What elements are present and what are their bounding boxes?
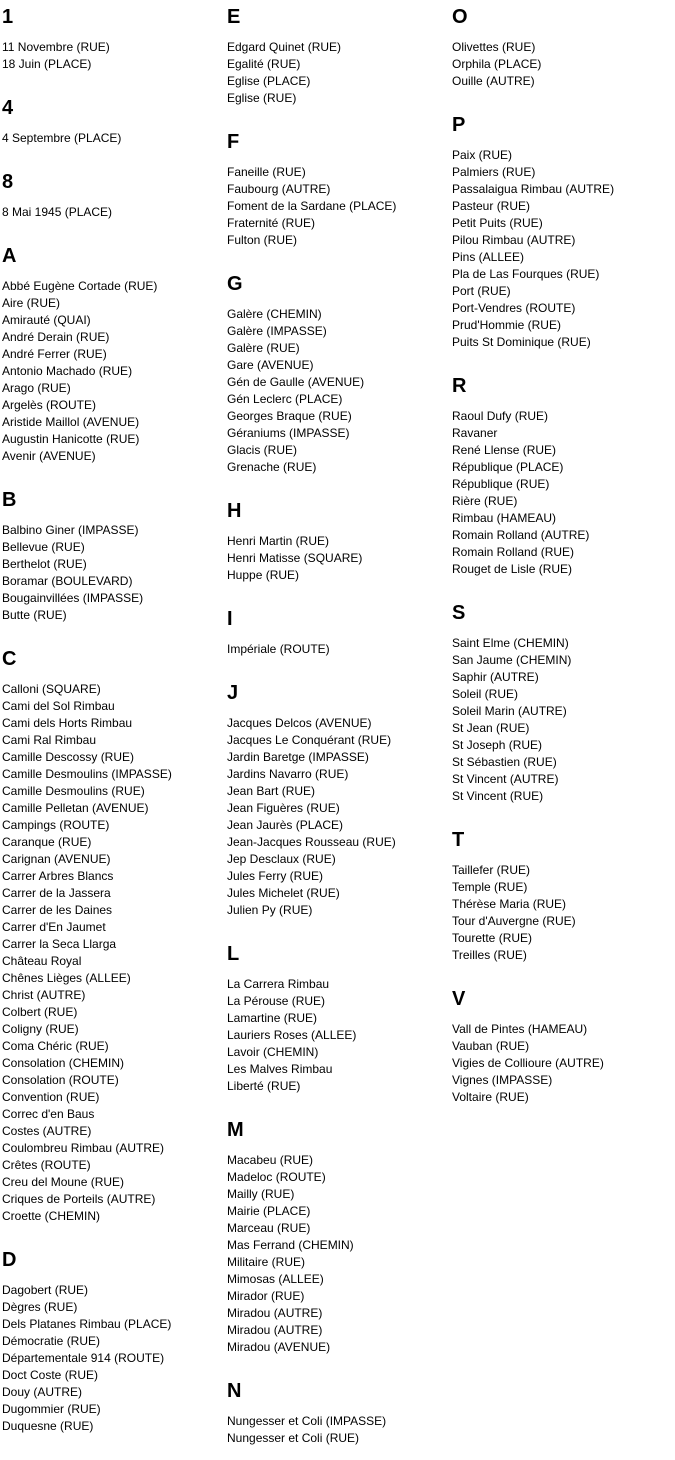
- street-entry: Carrer de la Jassera: [2, 886, 111, 900]
- letter-heading: I: [227, 608, 233, 630]
- street-entry: Paix (RUE): [452, 148, 513, 162]
- street-entry: Augustin Hanicotte (RUE): [2, 432, 140, 446]
- street-entry: Vigies de Collioure (AUTRE): [452, 1056, 604, 1070]
- letter-heading: M: [227, 1119, 244, 1141]
- street-entry: Boramar (BOULEVARD): [2, 574, 133, 588]
- street-entry: Miradou (AUTRE): [227, 1306, 323, 1320]
- street-entry: Caranque (RUE): [2, 835, 92, 849]
- street-entry: Treilles (RUE): [452, 948, 527, 962]
- street-entry: Lamartine (RUE): [227, 1011, 318, 1025]
- street-entry: Convention (RUE): [2, 1090, 100, 1104]
- street-entry: Butte (RUE): [2, 608, 67, 622]
- street-entry: Gén de Gaulle (AVENUE): [227, 375, 365, 389]
- street-entry: Géraniums (IMPASSE): [227, 426, 350, 440]
- street-entry: Nungesser et Coli (IMPASSE): [227, 1414, 387, 1428]
- street-entry: Abbé Eugène Cortade (RUE): [2, 279, 158, 293]
- street-list: [452, 39, 675, 90]
- street-entry: Camille Desmoulins (IMPASSE): [2, 767, 172, 781]
- street-entry: Ouille (AUTRE): [452, 74, 535, 88]
- street-list: [227, 641, 452, 658]
- street-entry: Mailly (RUE): [227, 1187, 295, 1201]
- letter-heading: 4: [2, 97, 14, 119]
- street-entry: Petit Puits (RUE): [452, 216, 543, 230]
- street-list: [227, 976, 452, 1095]
- street-entry: Nungesser et Coli (RUE): [227, 1431, 360, 1445]
- street-entry: Eglise (RUE): [227, 91, 297, 105]
- letter-heading: E: [227, 6, 241, 28]
- street-entry: Jules Michelet (RUE): [227, 886, 340, 900]
- street-entry: Criques de Porteils (AUTRE): [2, 1192, 156, 1206]
- street-entry: Miradou (AUTRE): [227, 1323, 323, 1337]
- street-entry: Coulombreu Rimbau (AUTRE): [2, 1141, 165, 1155]
- street-entry: La Pérouse (RUE): [227, 994, 326, 1008]
- street-entry: Jean Figuères (RUE): [227, 801, 340, 815]
- letter-heading: A: [2, 245, 17, 267]
- street-entry: Consolation (ROUTE): [2, 1073, 119, 1087]
- street-list: [452, 408, 675, 578]
- street-entry: Soleil (RUE): [452, 687, 519, 701]
- street-entry: Temple (RUE): [452, 880, 528, 894]
- street-entry: Balbino Giner (IMPASSE): [2, 523, 139, 537]
- letter-heading: B: [2, 489, 17, 511]
- street-entry: Impériale (ROUTE): [227, 642, 330, 656]
- street-entry: 11 Novembre (RUE): [2, 40, 110, 54]
- street-entry: Mirador (RUE): [227, 1289, 305, 1303]
- street-entry: Jep Desclaux (RUE): [227, 852, 336, 866]
- street-list: [2, 278, 227, 465]
- letter-section-E: [227, 5, 452, 107]
- street-entry: Faneille (RUE): [227, 165, 306, 179]
- street-entry: Dels Platanes Rimbau (PLACE): [2, 1317, 172, 1331]
- street-entry: Romain Rolland (AUTRE): [452, 528, 590, 542]
- street-entry: Prud'Hommie (RUE): [452, 318, 561, 332]
- letter-section-4: [2, 96, 227, 147]
- street-list: [2, 1282, 227, 1435]
- letter-heading: S: [452, 602, 466, 624]
- street-entry: 4 Septembre (PLACE): [2, 131, 122, 145]
- street-entry: Cami del Sol Rimbau: [2, 699, 115, 713]
- street-entry: Lauriers Roses (ALLEE): [227, 1028, 357, 1042]
- letter-section-D: [2, 1248, 227, 1435]
- street-entry: Château Royal: [2, 954, 82, 968]
- street-entry: Dagobert (RUE): [2, 1283, 89, 1297]
- street-entry: Foment de la Sardane (PLACE): [227, 199, 397, 213]
- street-entry: Passalaigua Rimbau (AUTRE): [452, 182, 615, 196]
- street-entry: Saint Elme (CHEMIN): [452, 636, 569, 650]
- street-entry: Henri Martin (RUE): [227, 534, 330, 548]
- letter-heading: G: [227, 273, 243, 295]
- letter-section-M: [227, 1118, 452, 1356]
- street-entry: St Jean (RUE): [452, 721, 530, 735]
- street-list: [2, 39, 227, 73]
- street-entry: Fraternité (RUE): [227, 216, 316, 230]
- street-entry: Militaire (RUE): [227, 1255, 305, 1269]
- street-list: [227, 39, 452, 107]
- letter-section-A: [2, 244, 227, 465]
- street-entry: St Vincent (AUTRE): [452, 772, 559, 786]
- letter-heading: H: [227, 500, 242, 522]
- letter-section-T: [452, 828, 675, 964]
- street-entry: Pasteur (RUE): [452, 199, 531, 213]
- letter-heading: N: [227, 1380, 242, 1402]
- letter-heading: T: [452, 829, 465, 851]
- street-list: [227, 533, 452, 584]
- street-entry: Faubourg (AUTRE): [227, 182, 331, 196]
- street-entry: Cami Ral Rimbau: [2, 733, 97, 747]
- street-entry: Antonio Machado (RUE): [2, 364, 133, 378]
- street-entry: Soleil Marin (AUTRE): [452, 704, 567, 718]
- street-entry: Jean Jaurès (PLACE): [227, 818, 344, 832]
- street-entry: Tour d'Auvergne (RUE): [452, 914, 576, 928]
- street-entry: Miradou (AVENUE): [227, 1340, 331, 1354]
- street-entry: Doct Coste (RUE): [2, 1368, 99, 1382]
- street-entry: Duquesne (RUE): [2, 1419, 94, 1433]
- letter-heading: 8: [2, 171, 14, 193]
- street-entry: Taillefer (RUE): [452, 863, 531, 877]
- street-entry: 8 Mai 1945 (PLACE): [2, 205, 113, 219]
- street-entry: Rouget de Lisle (RUE): [452, 562, 573, 576]
- street-entry: Croette (CHEMIN): [2, 1209, 101, 1223]
- street-entry: Jardin Baretge (IMPASSE): [227, 750, 369, 764]
- street-entry: République (RUE): [452, 477, 550, 491]
- street-entry: Voltaire (RUE): [452, 1090, 529, 1104]
- street-entry: Pins (ALLEE): [452, 250, 525, 264]
- street-entry: Correc d'en Baus: [2, 1107, 95, 1121]
- street-entry: Jean Bart (RUE): [227, 784, 316, 798]
- street-entry: Carrer d'En Jaumet: [2, 920, 106, 934]
- street-entry: Cami dels Horts Rimbau: [2, 716, 133, 730]
- street-entry: Macabeu (RUE): [227, 1153, 314, 1167]
- street-entry: Vauban (RUE): [452, 1039, 530, 1053]
- street-entry: Argelès (ROUTE): [2, 398, 97, 412]
- street-entry: Georges Braque (RUE): [227, 409, 352, 423]
- street-entry: Grenache (RUE): [227, 460, 317, 474]
- street-entry: St Sébastien (RUE): [452, 755, 557, 769]
- street-list: [452, 635, 675, 805]
- street-entry: Mimosas (ALLEE): [227, 1272, 324, 1286]
- letter-heading: C: [2, 648, 17, 670]
- street-entry: Crêtes (ROUTE): [2, 1158, 91, 1172]
- letter-section-V: [452, 987, 675, 1106]
- street-entry: Campings (ROUTE): [2, 818, 110, 832]
- street-entry: Lavoir (CHEMIN): [227, 1045, 319, 1059]
- street-entry: Julien Py (RUE): [227, 903, 313, 917]
- letter-heading: O: [452, 6, 468, 28]
- street-entry: Henri Matisse (SQUARE): [227, 551, 363, 565]
- street-entry: Coligny (RUE): [2, 1022, 79, 1036]
- street-entry: Galère (CHEMIN): [227, 307, 322, 321]
- street-entry: Coma Chéric (RUE): [2, 1039, 109, 1053]
- index-column-1: [2, 5, 227, 1435]
- street-entry: Avenir (AVENUE): [2, 449, 96, 463]
- street-entry: Camille Pelletan (AVENUE): [2, 801, 149, 815]
- street-entry: Bougainvillées (IMPASSE): [2, 591, 144, 605]
- street-list: [452, 1021, 675, 1106]
- street-entry: Vignes (IMPASSE): [452, 1073, 553, 1087]
- street-entry: Pilou Rimbau (AUTRE): [452, 233, 576, 247]
- street-entry: St Vincent (RUE): [452, 789, 544, 803]
- letter-heading: R: [452, 375, 467, 397]
- street-entry: Amirauté (QUAI): [2, 313, 91, 327]
- letter-heading: J: [227, 682, 239, 704]
- street-entry: Fulton (RUE): [227, 233, 298, 247]
- letter-heading: D: [2, 1249, 17, 1271]
- letter-section-B: [2, 488, 227, 624]
- street-entry: Dugommier (RUE): [2, 1402, 101, 1416]
- street-entry: St Joseph (RUE): [452, 738, 543, 752]
- street-entry: Jacques Delcos (AVENUE): [227, 716, 372, 730]
- letter-section-R: [452, 374, 675, 578]
- street-entry: Jacques Le Conquérant (RUE): [227, 733, 392, 747]
- street-list: [227, 164, 452, 249]
- street-entry: Galère (IMPASSE): [227, 324, 327, 338]
- street-entry: République (PLACE): [452, 460, 564, 474]
- street-list: [227, 306, 452, 476]
- letter-section-N: [227, 1379, 452, 1447]
- street-list: [2, 130, 227, 147]
- street-entry: Madeloc (ROUTE): [227, 1170, 326, 1184]
- street-entry: Départementale 914 (ROUTE): [2, 1351, 165, 1365]
- street-list: [452, 147, 675, 351]
- street-entry: Camille Desmoulins (RUE): [2, 784, 145, 798]
- street-entry: Arago (RUE): [2, 381, 71, 395]
- street-entry: René Llense (RUE): [452, 443, 557, 457]
- street-entry: Christ (AUTRE): [2, 988, 86, 1002]
- letter-section-O: [452, 5, 675, 90]
- street-entry: Calloni (SQUARE): [2, 682, 101, 696]
- street-entry: Gén Leclerc (PLACE): [227, 392, 343, 406]
- street-entry: Consolation (CHEMIN): [2, 1056, 125, 1070]
- street-entry: Romain Rolland (RUE): [452, 545, 575, 559]
- letter-heading: 1: [2, 6, 14, 28]
- street-list: [2, 204, 227, 221]
- street-entry: Berthelot (RUE): [2, 557, 87, 571]
- street-entry: Dègres (RUE): [2, 1300, 78, 1314]
- street-list: [452, 862, 675, 964]
- street-entry: Mairie (PLACE): [227, 1204, 311, 1218]
- street-entry: Orphila (PLACE): [452, 57, 542, 71]
- letter-section-G: [227, 272, 452, 476]
- street-entry: Huppe (RUE): [227, 568, 300, 582]
- index-column-3: [452, 5, 675, 1106]
- street-entry: Port (RUE): [452, 284, 511, 298]
- street-entry: Galère (RUE): [227, 341, 300, 355]
- street-entry: Port-Vendres (ROUTE): [452, 301, 576, 315]
- street-entry: Raoul Dufy (RUE): [452, 409, 549, 423]
- letter-section-C: [2, 647, 227, 1225]
- letter-section-8: [2, 170, 227, 221]
- street-entry: Carrer la Seca Llarga: [2, 937, 117, 951]
- street-entry: Egalité (RUE): [227, 57, 301, 71]
- street-entry: Bellevue (RUE): [2, 540, 85, 554]
- street-entry: Liberté (RUE): [227, 1079, 301, 1093]
- street-entry: Camille Descossy (RUE): [2, 750, 135, 764]
- street-entry: Douy (AUTRE): [2, 1385, 83, 1399]
- street-entry: Rière (RUE): [452, 494, 518, 508]
- street-entry: Gare (AVENUE): [227, 358, 314, 372]
- letter-section-L: [227, 942, 452, 1095]
- street-entry: Costes (AUTRE): [2, 1124, 92, 1138]
- street-entry: Rimbau (HAMEAU): [452, 511, 557, 525]
- street-entry: Jean-Jacques Rousseau (RUE): [227, 835, 396, 849]
- street-entry: Eglise (PLACE): [227, 74, 311, 88]
- street-list: [2, 522, 227, 624]
- street-entry: Edgard Quinet (RUE): [227, 40, 342, 54]
- street-entry: Thérèse Maria (RUE): [452, 897, 567, 911]
- letter-heading: P: [452, 114, 466, 136]
- letter-section-S: [452, 601, 675, 805]
- street-entry: Colbert (RUE): [2, 1005, 78, 1019]
- letter-heading: L: [227, 943, 240, 965]
- street-entry: André Derain (RUE): [2, 330, 110, 344]
- street-list: [227, 715, 452, 919]
- street-entry: Aire (RUE): [2, 296, 61, 310]
- letter-heading: V: [452, 988, 466, 1010]
- street-entry: Pla de Las Fourques (RUE): [452, 267, 600, 281]
- street-entry: Carignan (AVENUE): [2, 852, 111, 866]
- street-entry: Tourette (RUE): [452, 931, 533, 945]
- letter-section-H: [227, 499, 452, 584]
- letter-section-P: [452, 113, 675, 351]
- street-entry: André Ferrer (RUE): [2, 347, 107, 361]
- street-entry: Palmiers (RUE): [452, 165, 536, 179]
- street-entry: Aristide Maillol (AVENUE): [2, 415, 140, 429]
- street-entry: Les Malves Rimbau: [227, 1062, 333, 1076]
- street-entry: La Carrera Rimbau: [227, 977, 330, 991]
- street-entry: Chênes Lièges (ALLEE): [2, 971, 131, 985]
- street-entry: Marceau (RUE): [227, 1221, 311, 1235]
- street-list: [2, 681, 227, 1225]
- street-entry: Carrer de les Daines: [2, 903, 113, 917]
- street-entry: Jardins Navarro (RUE): [227, 767, 349, 781]
- letter-section-J: [227, 681, 452, 919]
- street-entry: Glacis (RUE): [227, 443, 298, 457]
- street-entry: Creu del Moune (RUE): [2, 1175, 125, 1189]
- street-entry: Carrer Arbres Blancs: [2, 869, 114, 883]
- street-entry: Saphir (AUTRE): [452, 670, 539, 684]
- street-list: [227, 1413, 452, 1447]
- letter-section-F: [227, 130, 452, 249]
- street-entry: Mas Ferrand (CHEMIN): [227, 1238, 354, 1252]
- letter-section-I: [227, 607, 452, 658]
- street-entry: Jules Ferry (RUE): [227, 869, 324, 883]
- street-entry: Olivettes (RUE): [452, 40, 536, 54]
- letter-heading: F: [227, 131, 240, 153]
- street-entry: Ravaner: [452, 426, 498, 440]
- street-list: [227, 1152, 452, 1356]
- street-entry: San Jaume (CHEMIN): [452, 653, 572, 667]
- letter-section-1: [2, 5, 227, 73]
- street-entry: Vall de Pintes (HAMEAU): [452, 1022, 588, 1036]
- street-entry: 18 Juin (PLACE): [2, 57, 92, 71]
- street-entry: Puits St Dominique (RUE): [452, 335, 591, 349]
- street-entry: Démocratie (RUE): [2, 1334, 101, 1348]
- index-column-2: [227, 5, 452, 1447]
